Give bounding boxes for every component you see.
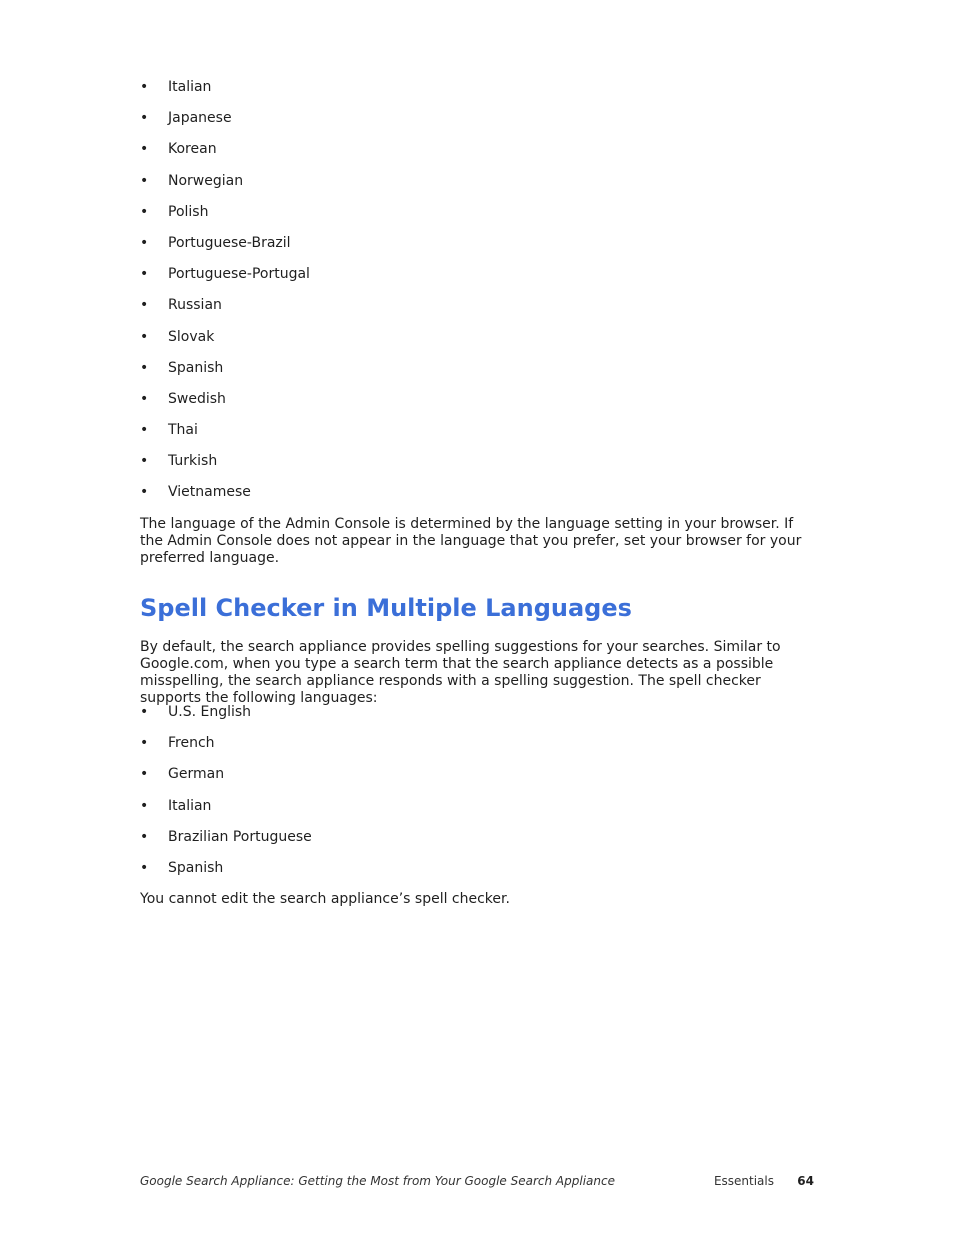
bullet-icon: • xyxy=(140,359,149,376)
list-item-text: Swedish xyxy=(168,390,226,407)
list-item xyxy=(140,453,310,484)
bullet-icon: • xyxy=(140,203,149,220)
list-item xyxy=(140,141,310,172)
bullet-icon: • xyxy=(140,484,149,501)
bullet-icon: • xyxy=(140,297,149,314)
list-item xyxy=(140,860,312,891)
bullet-icon: • xyxy=(140,141,149,158)
spell-checker-note-paragraph: You cannot edit the search appliance’s spell checker. xyxy=(140,891,510,907)
list-item xyxy=(140,329,310,360)
list-item-text: Italian xyxy=(168,797,212,814)
list-item-text: Brazilian Portuguese xyxy=(168,828,312,845)
list-item-text: Slovak xyxy=(168,328,215,345)
spell-checker-languages-list xyxy=(140,704,312,891)
list-item-text: Thai xyxy=(168,422,198,439)
bullet-icon: • xyxy=(140,328,149,345)
admin-console-language-paragraph: The language of the Admin Console is determined by the language setting in your browser. If the Admin Console does not appear in the language that you prefer, set your browser for your preferred language. xyxy=(140,516,802,566)
list-item xyxy=(140,422,310,453)
list-item-text: Italian xyxy=(168,79,212,95)
list-item xyxy=(140,829,312,860)
section-heading: Spell Checker in Multiple Languages xyxy=(140,594,632,622)
bullet-icon: • xyxy=(140,234,149,251)
list-item xyxy=(140,391,310,422)
footer-document-title: Google Search Appliance: Getting the Most from Your Google Search Appliance xyxy=(140,1174,615,1188)
bullet-icon: • xyxy=(140,79,149,95)
bullet-icon: • xyxy=(140,735,149,752)
list-item xyxy=(140,735,312,766)
footer-page-number: 64 xyxy=(797,1174,814,1188)
list-item xyxy=(140,173,310,204)
list-item-text: French xyxy=(168,735,215,752)
list-item-text: Polish xyxy=(168,203,209,220)
interface-languages-list xyxy=(140,79,310,516)
list-item-text: Turkish xyxy=(168,453,218,470)
page-footer xyxy=(140,1173,814,1190)
bullet-icon: • xyxy=(140,172,149,189)
list-item xyxy=(140,484,310,515)
list-item-text: Spanish xyxy=(168,859,224,876)
bullet-icon: • xyxy=(140,704,149,720)
list-item-text: Norwegian xyxy=(168,172,244,189)
bullet-icon: • xyxy=(140,266,149,283)
list-item-text: Vietnamese xyxy=(168,484,251,501)
bullet-icon: • xyxy=(140,828,149,845)
bullet-icon: • xyxy=(140,453,149,470)
list-item-text: Russian xyxy=(168,297,222,314)
list-item-text: Korean xyxy=(168,141,217,158)
bullet-icon: • xyxy=(140,110,149,127)
list-item xyxy=(140,204,310,235)
list-item xyxy=(140,766,312,797)
bullet-icon: • xyxy=(140,766,149,783)
footer-section-name: Essentials xyxy=(713,1174,774,1188)
list-item-text: Japanese xyxy=(168,110,232,127)
list-item xyxy=(140,110,310,141)
list-item-text: Portuguese-Brazil xyxy=(168,234,291,251)
list-item-text: Spanish xyxy=(168,359,224,376)
bullet-icon: • xyxy=(140,390,149,407)
list-item xyxy=(140,235,310,266)
list-item xyxy=(140,798,312,829)
spell-checker-intro-paragraph: By default, the search appliance provides spelling suggestions for your searches. Similar to Google.com, when you type a search term that the search appliance detects as a possible misspelling, the search appliance responds with a spelling suggestion. The spell checker supports the following languages: xyxy=(140,639,781,706)
bullet-icon: • xyxy=(140,859,149,876)
list-item xyxy=(140,266,310,297)
bullet-icon: • xyxy=(140,797,149,814)
list-item-text: U.S. English xyxy=(168,704,252,720)
list-item xyxy=(140,360,310,391)
bullet-icon: • xyxy=(140,422,149,439)
list-item xyxy=(140,704,312,735)
list-item xyxy=(140,297,310,328)
list-item-text: German xyxy=(168,766,225,783)
list-item-text: Portuguese-Portugal xyxy=(168,266,310,283)
list-item xyxy=(140,79,310,110)
